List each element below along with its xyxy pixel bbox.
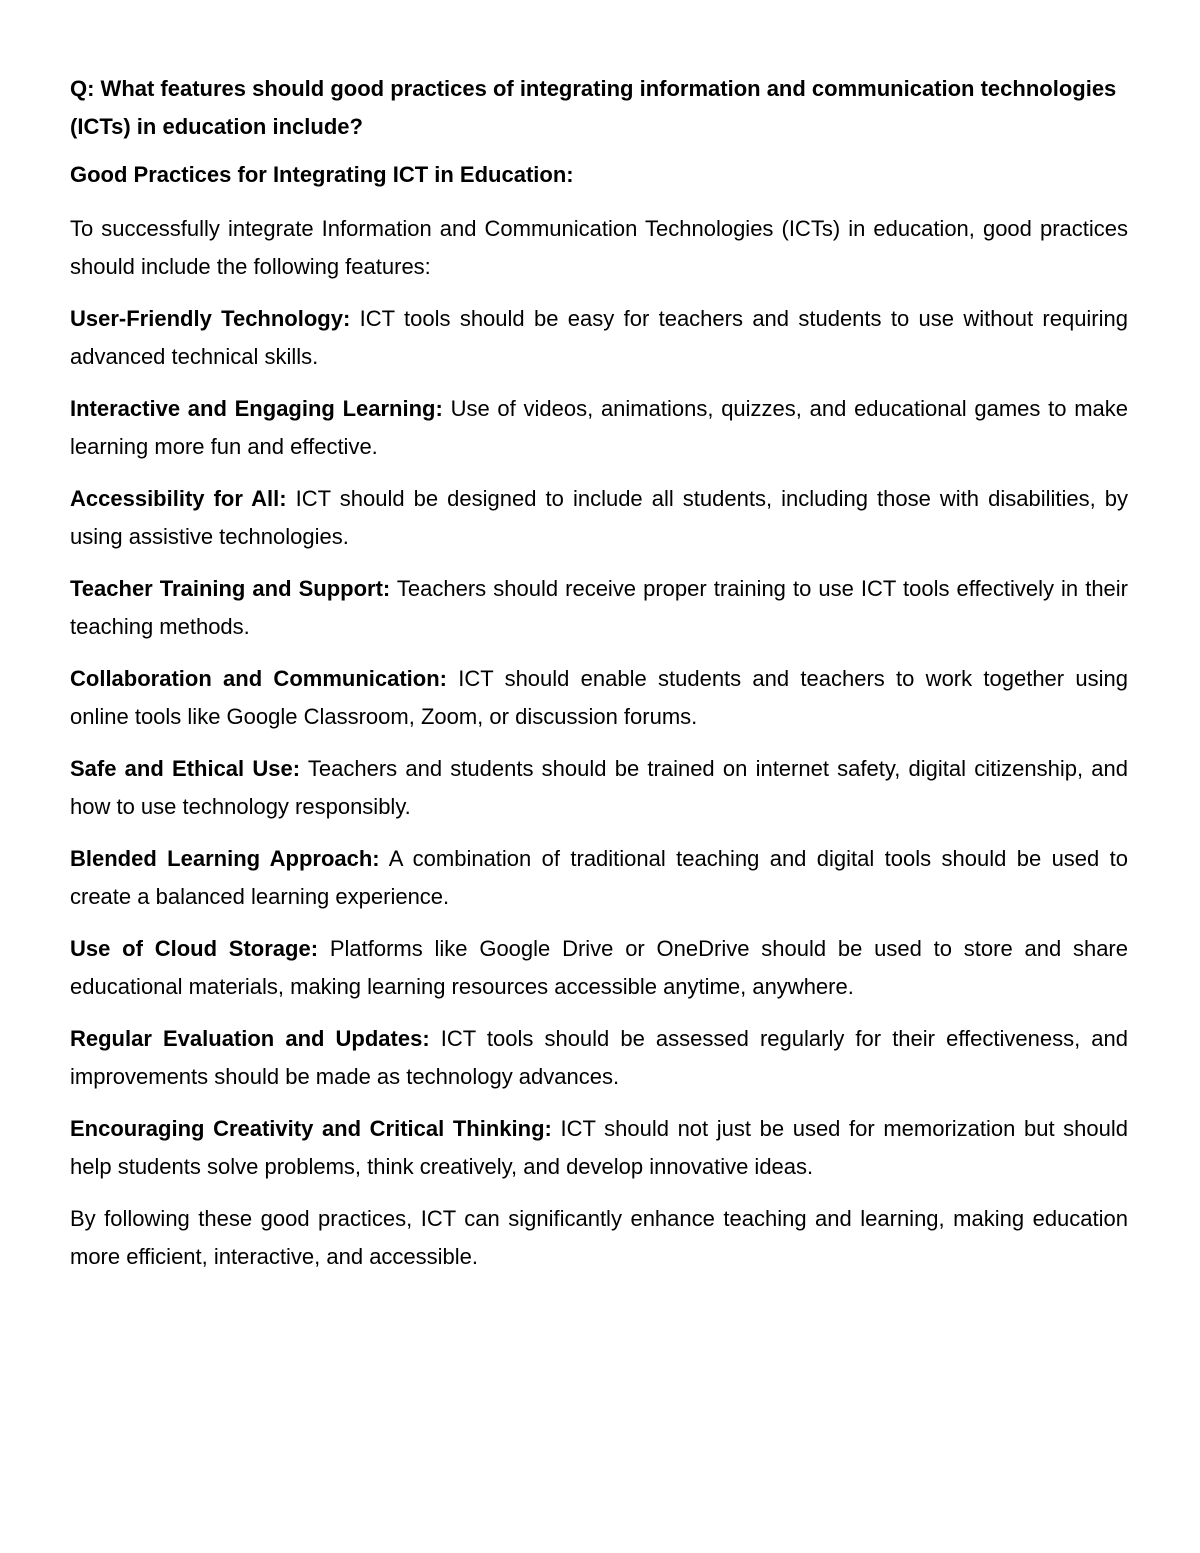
- feature-text: Teachers and students should be trained on internet safety, digital citizenship, and how to use technology responsibly.: [70, 756, 1128, 819]
- feature-text: ICT should be designed to include all students, including those with disabilities, by using assistive technologies.: [70, 486, 1129, 549]
- feature-paragraph: [70, 1020, 1128, 1096]
- feature-text: ICT should enable students and teachers to work together using online tools like Google Classroom, Zoom, or discussion forums.: [70, 666, 1128, 729]
- feature-label: Interactive and Engaging Learning:: [70, 396, 443, 421]
- feature-text: A combination of traditional teaching and digital tools should be used to create a balanced learning experience.: [70, 846, 1129, 909]
- feature-label: Teacher Training and Support:: [70, 576, 391, 601]
- section-heading: Good Practices for Integrating ICT in Education:: [70, 162, 574, 187]
- feature-label: Regular Evaluation and Updates:: [70, 1026, 430, 1051]
- feature-paragraph: [70, 390, 1128, 466]
- feature-paragraph: [70, 840, 1128, 916]
- feature-label: Use of Cloud Storage:: [70, 936, 319, 961]
- feature-label: Blended Learning Approach:: [70, 846, 380, 871]
- document-page: [70, 70, 1128, 1290]
- feature-label: Encouraging Creativity and Critical Thinking:: [70, 1116, 552, 1141]
- feature-label: Collaboration and Communication:: [70, 666, 447, 691]
- feature-text: Platforms like Google Drive or OneDrive should be used to store and share educational materials, making learning resources accessible anytime, anywhere.: [70, 936, 1128, 999]
- question-heading: Q: What features should good practices of integrating information and communication technologies (ICTs) in education include?: [70, 76, 1117, 139]
- feature-text: ICT tools should be assessed regularly for their effectiveness, and improvements should be made as technology advances.: [70, 1026, 1128, 1089]
- feature-paragraph: [70, 750, 1128, 826]
- feature-text: Teachers should receive proper training to use ICT tools effectively in their teaching methods.: [70, 576, 1128, 639]
- feature-paragraph: [70, 570, 1128, 646]
- feature-label: Safe and Ethical Use:: [70, 756, 301, 781]
- feature-label: User-Friendly Technology:: [70, 306, 351, 331]
- feature-text: ICT tools should be easy for teachers and students to use without requiring advanced technical skills.: [70, 306, 1128, 369]
- feature-text: ICT should not just be used for memorization but should help students solve problems, think creatively, and develop innovative ideas.: [70, 1116, 1128, 1179]
- intro-paragraph: To successfully integrate Information and Communication Technologies (ICTs) in education, good practices should include the following features:: [70, 216, 1128, 279]
- feature-paragraph: [70, 1110, 1128, 1186]
- feature-label: Accessibility for All:: [70, 486, 287, 511]
- feature-text: Use of videos, animations, quizzes, and educational games to make learning more fun and effective.: [70, 396, 1128, 459]
- feature-paragraph: [70, 930, 1128, 1006]
- conclusion-paragraph: By following these good practices, ICT can significantly enhance teaching and learning, making education more efficient, interactive, and accessible.: [70, 1206, 1128, 1269]
- feature-paragraph: [70, 480, 1128, 556]
- feature-paragraph: [70, 300, 1128, 376]
- feature-paragraph: [70, 660, 1128, 736]
